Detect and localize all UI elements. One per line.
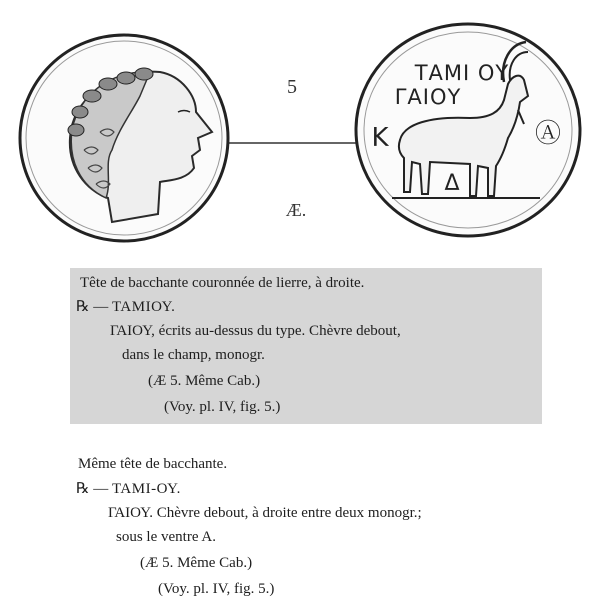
plate-number: 5 [287, 76, 297, 98]
entry1-ref2: (Voy. pl. IV, fig. 5.) [164, 399, 281, 415]
reverse-legend-top: ΤΑΜΙ ΟΥ [414, 61, 510, 85]
monogram-bottom: Δ [444, 171, 460, 196]
reverse-legend-bottom: ΓΑΙΟΥ [394, 85, 462, 109]
entry2-line2: ΓΑΙΟΥ. Chèvre debout, à droite entre deux monogr.; [108, 505, 422, 521]
metal-mark: Æ. [285, 200, 307, 220]
entry2-reverse-symbol: ℞ — [76, 481, 112, 497]
catalogue-entry-1 [70, 268, 542, 424]
coin-plate [0, 0, 600, 262]
entry1-line3: dans le champ, monogr. [122, 347, 265, 363]
entry1-legend: ΤΑΜΙΟΥ. [111, 299, 176, 315]
entry1-line2: ΓΑΙΟΥ, écrits au-dessus du type. Chèvre debout, [110, 323, 401, 339]
entry2-ref2: (Voy. pl. IV, fig. 5.) [158, 581, 275, 597]
entry1-ref1: (Æ 5. Même Cab.) [148, 373, 261, 389]
entry2-ref1: (Æ 5. Même Cab.) [140, 555, 253, 571]
reverse-coin [356, 24, 580, 236]
entry2-legend: ΤΑΜΙ-ΟΥ. [111, 481, 181, 497]
entry2-obverse: Même tête de bacchante. [78, 456, 228, 472]
entry1-reverse-line [76, 298, 175, 316]
entry2-line3: sous le ventre A. [116, 529, 216, 545]
entry1-reverse-symbol: ℞ — [76, 299, 112, 315]
obverse-coin [20, 35, 228, 241]
monogram-left: Κ [371, 123, 389, 153]
entry1-obverse: Tête de bacchante couronnée de lierre, à droite. [80, 275, 365, 291]
monogram-right: Ⓐ [534, 119, 562, 149]
entry2-reverse-line [76, 480, 181, 498]
